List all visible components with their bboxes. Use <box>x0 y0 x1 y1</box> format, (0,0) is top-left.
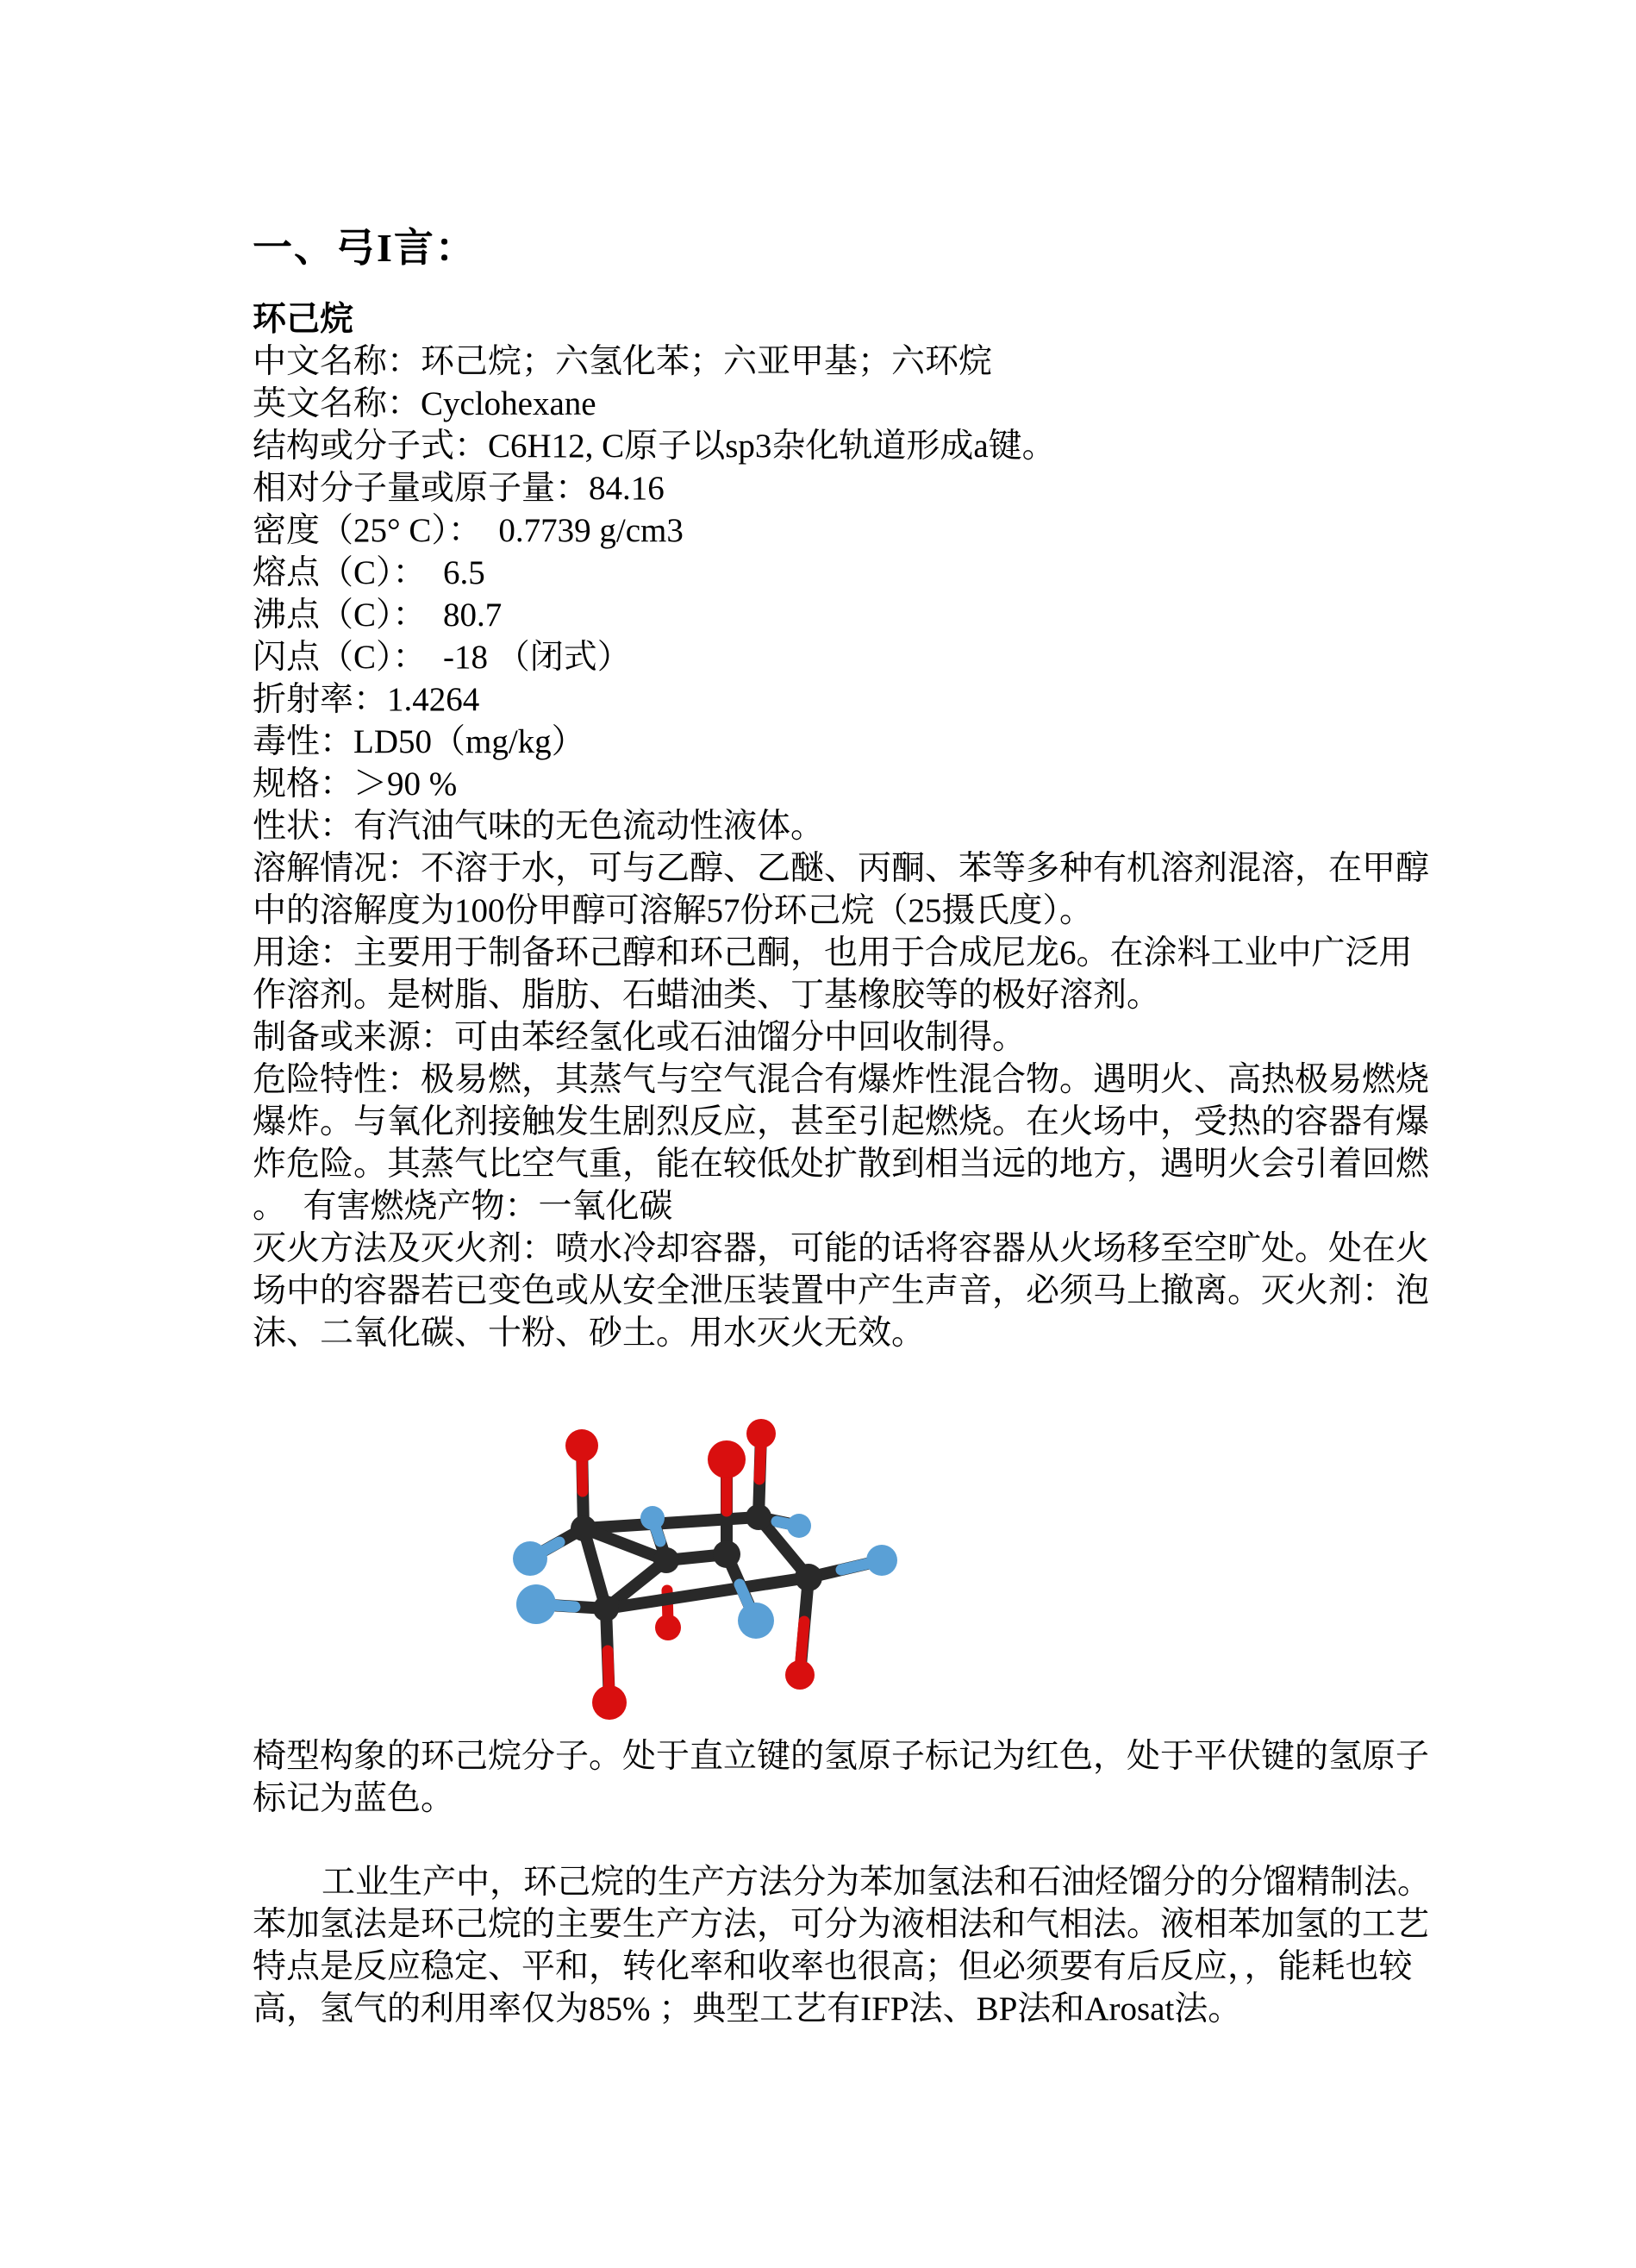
property-line: 中的溶解度为100份甲醇可溶解57份环己烷（25摄氏度）。 <box>253 892 1094 929</box>
property-line: 折射率：1.4264 <box>253 681 480 718</box>
property-line: 闪点（C）： -18 （闭式） <box>253 639 631 676</box>
property-line: 结构或分子式：C6H12, C原子以sp3杂化轨道形成a键。 <box>253 428 1056 465</box>
cyclohexane-molecule-image <box>483 1390 914 1735</box>
production-line: 特点是反应稳定、平和，转化率和收率也很高；但必须要有后反应，，能耗也较 <box>253 1948 1413 1985</box>
property-line: 场中的容器若已变色或从安全泄压装置中产生声音，必须马上撤离。灭火剂：泡 <box>253 1272 1430 1309</box>
property-line: 炸危险。其蒸气比空气重，能在较低处扩散到相当远的地方，遇明火会引着回燃 <box>253 1146 1430 1183</box>
property-line: 毒性：LD50（mg/kg） <box>253 723 585 760</box>
property-line: 英文名称：Cyclohexane <box>253 385 596 422</box>
property-line: 爆炸。与氧化剂接触发生剧烈反应，甚至引起燃烧。在火场中，受热的容器有爆 <box>253 1103 1430 1140</box>
property-line: 制备或来源：可由苯经氢化或石油馏分中回收制得。 <box>253 1019 1027 1056</box>
property-list <box>253 341 1438 1354</box>
property-line: 沫、二氧化碳、十粉、砂土。用水灭火无效。 <box>253 1315 926 1352</box>
production-line: 苯加氢法是环己烷的主要生产方法，可分为液相法和气相法。液相苯加氢的工艺 <box>253 1906 1430 1943</box>
property-line: 溶解情况：不溶于水，可与乙醇、乙醚、丙酮、苯等多种有机溶剂混溶，在甲醇 <box>253 850 1430 887</box>
caption-line: 标记为蓝色。 <box>253 1780 455 1817</box>
property-line: 中文名称：环己烷；六氢化苯；六亚甲基；六环烷 <box>253 343 993 380</box>
property-line: 规格：＞90 % <box>253 765 458 803</box>
property-line: 沸点（C）： 80.7 <box>253 597 503 634</box>
property-line: 密度（25° C）： 0.7739 g/cm3 <box>253 512 684 549</box>
caption-line: 椅型构象的环己烷分子。处于直立键的氢原子标记为红色，处于平伏键的氢原子 <box>253 1738 1430 1775</box>
compound-title: 环己烷 <box>253 301 354 338</box>
production-paragraph <box>253 1861 1438 2030</box>
production-line: 工业生产中，环己烷的生产方法分为苯加氢法和石油烃馏分的分馏精制法。 <box>322 1864 1432 1901</box>
property-line: 用途：主要用于制备环己醇和环己酮，也用于合成尼龙6。在涂料工业中广泛用 <box>253 934 1413 972</box>
production-line: 高，氢气的利用率仅为85% ；典型工艺有IFP法、BP法和Arosat法。 <box>253 1990 1242 2027</box>
property-line: 。 有害燃烧产物：一氧化碳 <box>253 1188 673 1225</box>
property-line: 灭火方法及灭火剂：喷水冷却容器，可能的话将容器从火场移至空旷处。处在火 <box>253 1230 1430 1267</box>
property-line: 性状：有汽油气味的无色流动性液体。 <box>253 808 825 845</box>
molecule-figure <box>483 1390 914 1735</box>
property-line: 熔点（C）： 6.5 <box>253 554 485 591</box>
section-heading: 一、弓I言： <box>253 226 477 270</box>
property-line: 作溶剂。是树脂、脂肪、石蜡油类、丁基橡胶等的极好溶剂。 <box>253 977 1161 1014</box>
figure-caption <box>253 1735 1438 1820</box>
property-line: 危险特性：极易燃，其蒸气与空气混合有爆炸性混合物。遇明火、高热极易燃烧 <box>253 1061 1430 1098</box>
property-line: 相对分子量或原子量：84.16 <box>253 470 665 507</box>
